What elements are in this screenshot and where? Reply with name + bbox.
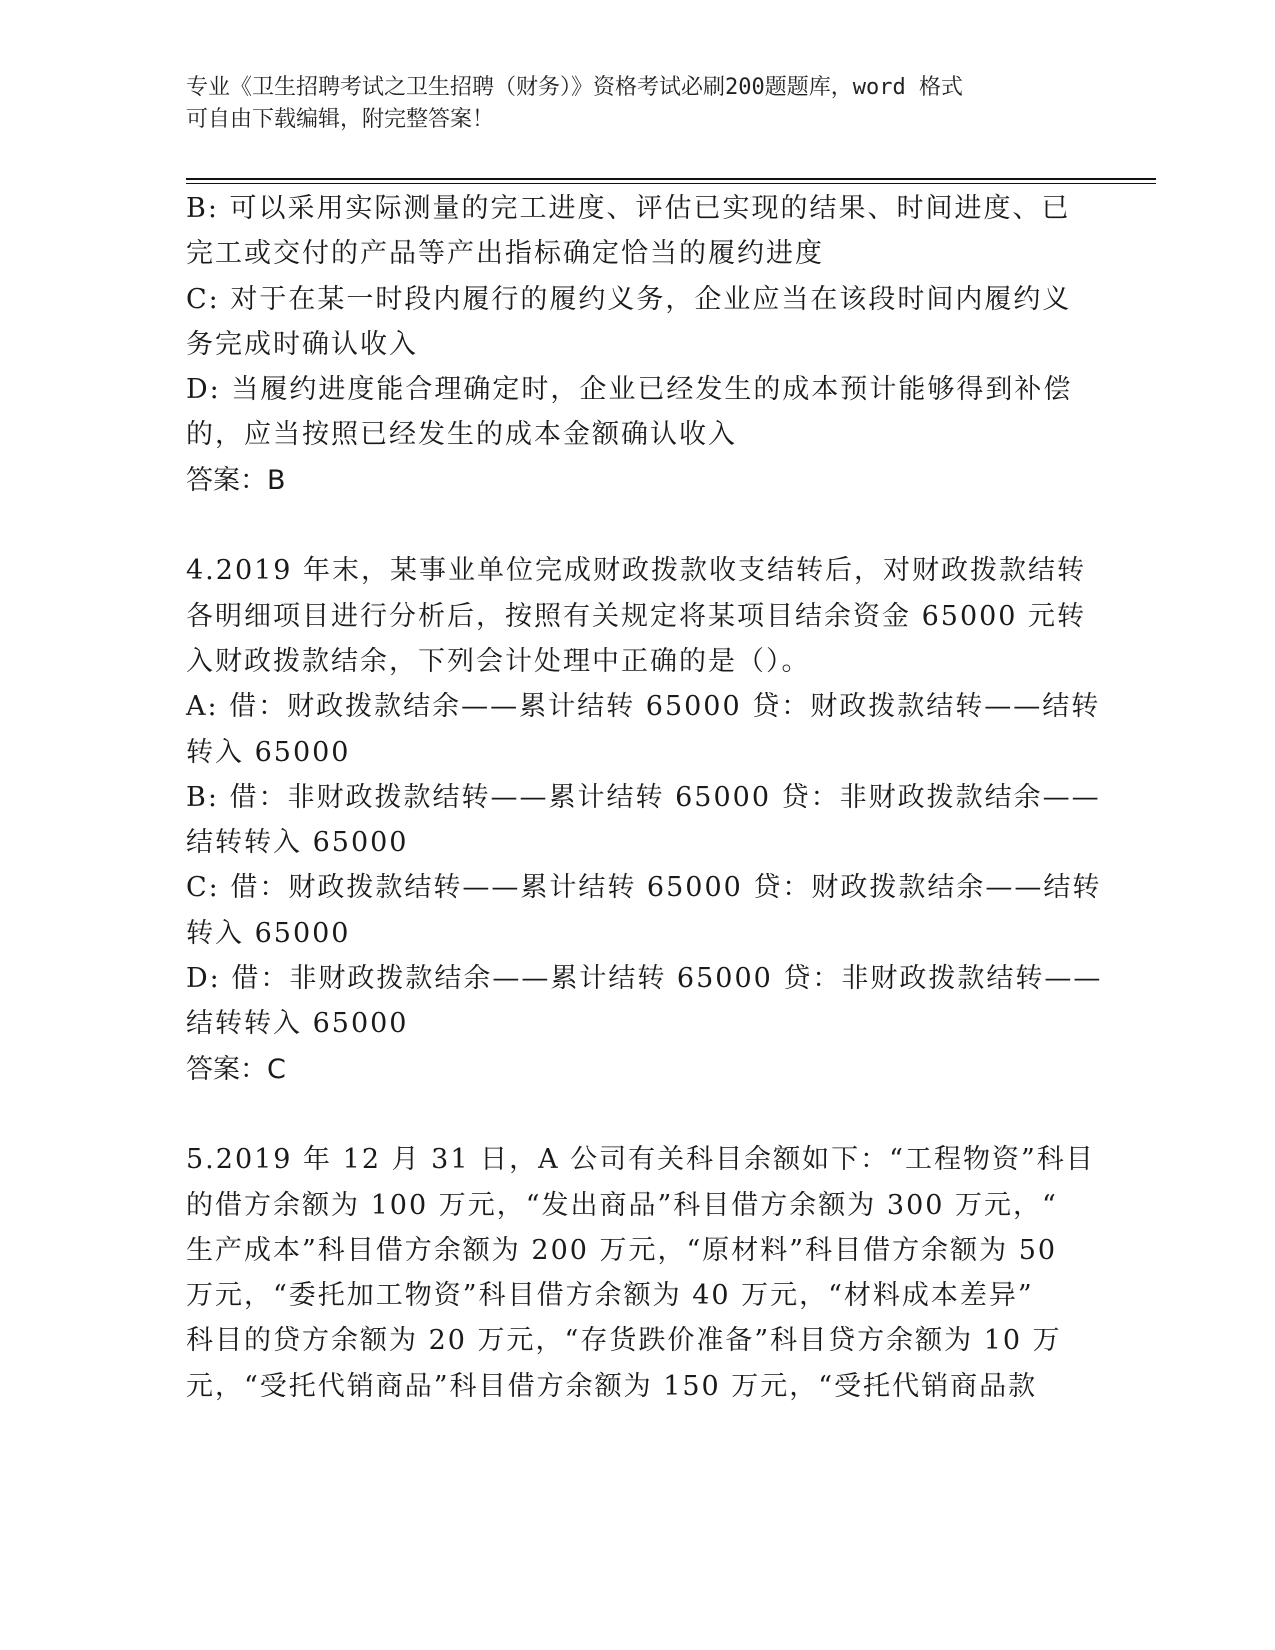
q5-stem-line-1: 5.2019 年 12 月 31 日，A 公司有关科目余额如下：“工程物资”科目 [186,1144,1095,1176]
q4-option-a-line-1: A: 借：财政拨款结余——累计结转 65000 贷：财政拨款结转——结转 [186,691,1101,723]
q5-stem-line-6: 元，“受托代销商品”科目借方余额为 150 万元，“受托代销商品款 [186,1370,1038,1402]
header-divider-thin [186,183,1156,184]
q5-stem-line-5: 科目的贷方余额为 20 万元，“存货跌价准备”科目贷方余额为 10 万 [186,1325,1062,1357]
q3-option-d-line-1: D: 当履约进度能合理确定时，企业已经发生的成本预计能够得到补偿 [186,374,1073,406]
spacer [186,503,1066,548]
header-title-line-1: 专业《卫生招聘考试之卫生招聘（财务）》资格考试必刷200题题库，word 格式 [186,75,963,100]
q5-stem-line-2: 的借方余额为 100 万元，“发出商品”科目借方余额为 300 万元，“ [186,1189,1058,1221]
q3-option-b-line-1: B: 可以采用实际测量的完工进度、评估已实现的结果、时间进度、已 [186,193,1071,224]
document-header [186,72,1076,136]
q4-option-d-line-1: D: 借：非财政拨款结余——累计结转 65000 贷：非财政拨款结转—— [186,963,1103,995]
q3-option-c-line-2: 务完成时确认收入 [186,328,418,360]
q5-stem-line-4: 万元，“委托加工物资”科目借方余额为 40 万元，“材料成本差异” [186,1280,1034,1312]
q4-option-a-line-2: 转入 65000 [186,736,351,768]
q3-answer: 答案：B [186,464,286,496]
q4-option-c-line-2: 转入 65000 [186,917,351,949]
q4-option-b-line-1: B: 借：非财政拨款结转——累计结转 65000 贷：非财政拨款结余—— [186,781,1101,813]
spacer [186,1092,1066,1137]
q4-option-d-line-2: 结转转入 65000 [186,1008,409,1040]
q4-stem-line-1: 4.2019 年末，某事业单位完成财政拨款收支结转后，对财政拨款结转 [186,555,1087,587]
header-divider-thick [186,178,1156,180]
q4-option-c-line-1: C: 借：财政拨款结转——累计结转 65000 贷：财政拨款结余——结转 [186,872,1102,904]
q3-option-d-line-2: 的，应当按照已经发生的成本金额确认收入 [186,419,737,451]
document-body [186,186,1103,1409]
q5-stem-line-3: 生产成本”科目借方余额为 200 万元，“原材料”科目借方余额为 50 [186,1234,1058,1266]
q3-option-c-line-1: C: 对于在某一时段内履行的履约义务，企业应当在该段时间内履约义 [186,283,1072,315]
q4-stem-line-3: 入财政拨款结余，下列会计处理中正确的是（）。 [186,645,811,677]
header-title-line-2: 可自由下载编辑，附完整答案！ [186,107,495,132]
q4-stem-line-2: 各明细项目进行分析后，按照有关规定将某项目结余资金 65000 元转 [186,600,1087,632]
q4-option-b-line-2: 结转转入 65000 [186,827,409,859]
q3-option-b-line-2: 完工或交付的产品等产出指标确定恰当的履约进度 [186,238,824,270]
q4-answer: 答案：C [186,1053,286,1085]
